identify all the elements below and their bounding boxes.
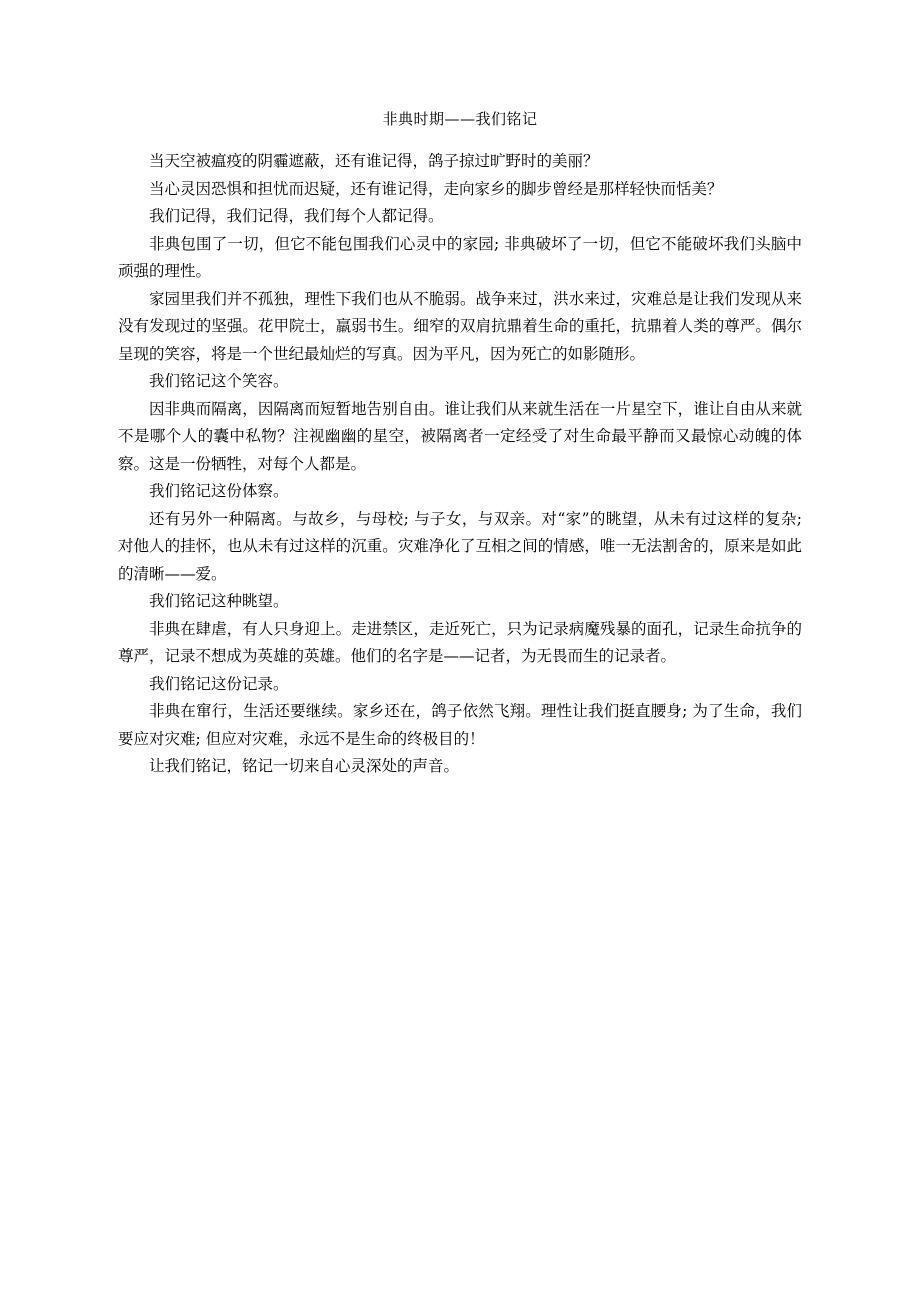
paragraph: 非典在窜行，生活还要继续。家乡还在，鸽子依然飞翔。理性让我们挺直腰身; 为了生命，我们要应对灾难; 但应对灾难，永远不是生命的终极目的！ (118, 702, 802, 748)
paragraph: 我们铭记这份记录。 (149, 674, 289, 693)
document-body (118, 148, 802, 781)
paragraph: 我们记得，我们记得，我们每个人都记得。 (149, 207, 444, 225)
paragraph: 我们铭记这种眺望。 (149, 592, 289, 610)
paragraph: 还有另外一种隔离。与故乡，与母校; 与子女，与双亲。对“家”的眺望，从未有过这样的复杂; 对他人的挂怀，也从未有过这样的沉重。灾难净化了互相之间的情感，唯一无法割舍的，原来是如此的清晰——爱。 (118, 509, 802, 583)
page-title: 非典时期——我们铭记 (382, 110, 538, 128)
paragraph: 家园里我们并不孤独，理性下我们也从不脆弱。战争来过，洪水来过，灾难总是让我们发现从来没有发现过的坚强。花甲院士，羸弱书生。细窄的双肩抗鼎着生命的重托，抗鼎着人类的尊严。偶尔呈现的笑容，将是一个世纪最灿烂的写真。因为平凡，因为死亡的如影随形。 (118, 289, 802, 363)
paragraph: 让我们铭记，铭记一切来自心灵深处的声音。 (149, 757, 460, 775)
paragraph: 因非典而隔离，因隔离而短暂地告别自由。谁让我们从来就生活在一片星空下，谁让自由从来就不是哪个人的囊中私物？注视幽幽的星空，被隔离者一定经受了对生命最平静而又最惊心动魄的体察。这是一份牺牲，对每个人都是。 (118, 399, 802, 473)
paragraph: 当心灵因恐惧和担忧而迟疑，还有谁记得，走向家乡的脚步曾经是那样轻快而恬美？ (149, 179, 723, 198)
paragraph: 我们铭记这个笑容。 (149, 372, 289, 390)
paragraph: 我们铭记这份体察。 (149, 482, 289, 500)
paragraph: 非典包围了一切，但它不能包围我们心灵中的家园; 非典破坏了一切，但它不能破坏我们头脑中顽强的理性。 (118, 234, 802, 280)
paragraph: 非典在肆虐，有人只身迎上。走进禁区，走近死亡，只为记录病魔残暴的面孔，记录生命抗争的尊严，记录不想成为英雄的英雄。他们的名字是——记者，为无畏而生的记录者。 (118, 619, 802, 665)
paragraph: 当天空被瘟疫的阴霾遮蔽，还有谁记得，鸽子掠过旷野时的美丽？ (149, 152, 599, 170)
